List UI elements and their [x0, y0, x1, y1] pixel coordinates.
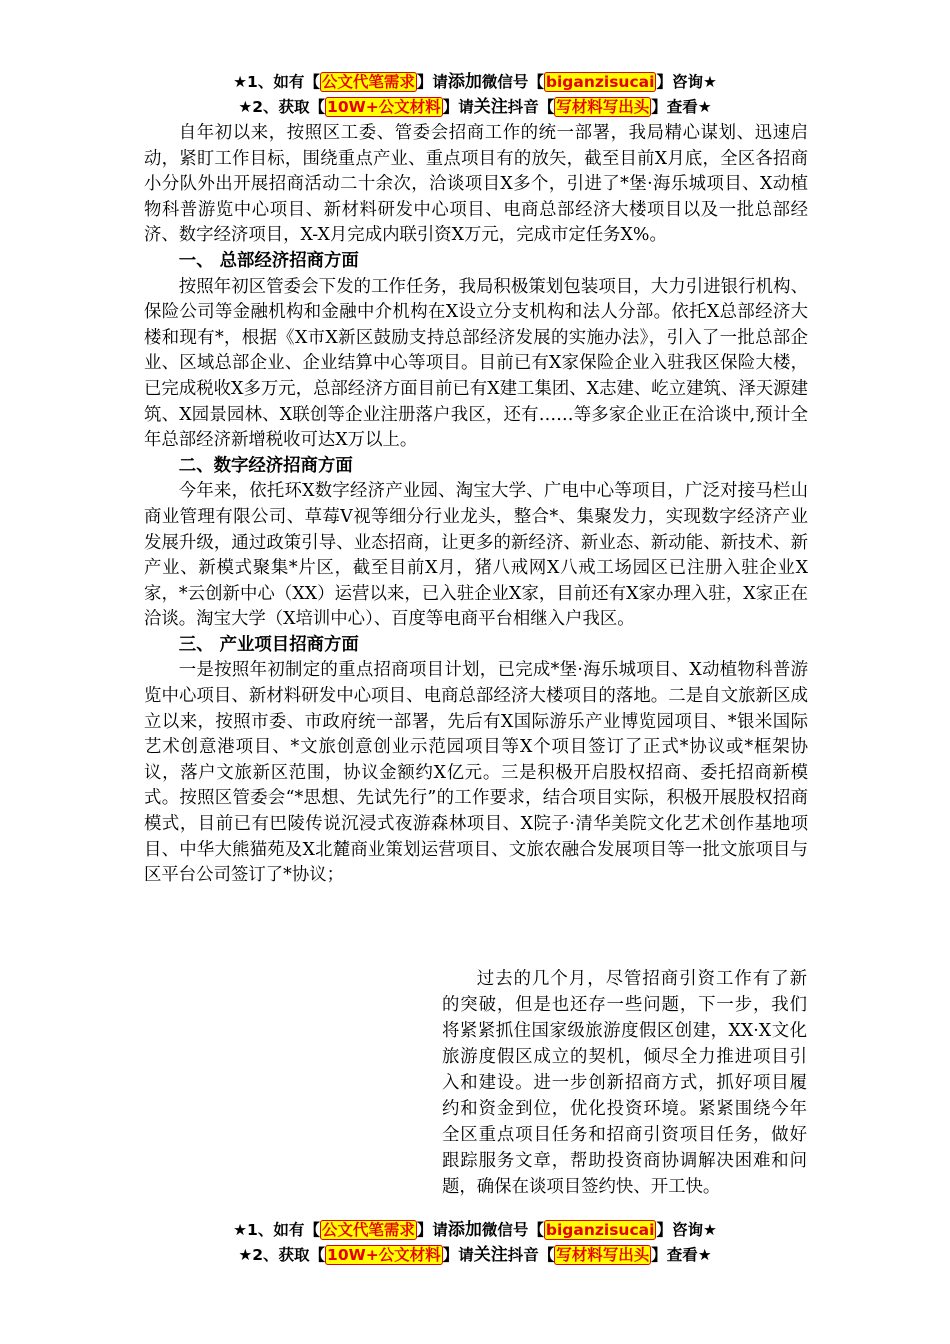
- banner-text: 】咨询★: [656, 73, 717, 91]
- banner-emphasis: 关注: [473, 1245, 508, 1265]
- banner-text: ★2、获取【: [238, 1246, 326, 1264]
- closing-paragraph: 过去的几个月，尽管招商引资工作有了新的突破，但是也还存一些问题，下一步，我们将紧紧抓住国家级旅游度假区创建，XX·X文化旅游度假区成立的契机，倾尽全力推进项目引入和建设。进一步创新招商方式，抓好项目履约和资金到位，优化投资环境。紧紧围绕今年全区重点项目任务和招商引资项目任务，做好跟踪服务文章，帮助投资商协调解决困难和问题，确保在谈项目签约快、开工快。: [442, 969, 807, 1197]
- closing-text-box: [442, 966, 807, 1200]
- banner-emphasis: 添加: [447, 1220, 482, 1240]
- banner-highlight: 公文代笔需求: [321, 73, 415, 91]
- promo-banner-top-line1: [0, 70, 950, 94]
- banner-text: 抖音【: [507, 1246, 555, 1264]
- banner-text: 】查看★: [651, 98, 712, 116]
- banner-text: 抖音【: [507, 98, 555, 116]
- banner-text: ★2、获取【: [238, 98, 326, 116]
- banner-text: 】请: [416, 73, 448, 91]
- banner-douyin-id: 写材料写出头: [556, 1246, 650, 1264]
- banner-text: 微信号【: [481, 73, 544, 91]
- section1-paragraph: 按照年初区管委会下发的工作任务，我局积极策划包装项目，大力引进银行机构、保险公司等金融机构和金融中介机构在X设立分支机构和法人分部。依托X总部经济大楼和现有*，根据《X市X新区鼓励支持总部经济发展的实施办法》，引入了一批总部企业、区域总部企业、企业结算中心等项目。目前已有X家保险企业入驻我区保险大楼，已完成税收X多万元，总部经济方面目前已有X建工集团、X志建、屹立建筑、泽天源建筑、X园景园林、X联创等企业注册落户我区，还有……等多家企业正在洽谈中,预计全年总部经济新增税收可达X万以上。: [144, 276, 808, 451]
- intro-paragraph: 自年初以来，按照区工委、管委会招商工作的统一部署，我局精心谋划、迅速启动，紧盯工作目标，围绕重点产业、重点项目有的放矢，截至目前X月底，全区各招商小分队外出开展招商活动二十余次，洽谈项目X多个，引进了*堡·海乐城项目、X动植物科普游览中心项目、新材料研发中心项目、电商总部经济大楼项目以及一批总部经济、数字经济项目，X-X月完成内联引资X万元，完成市定任务X%。: [144, 123, 808, 246]
- promo-banner-top-line2: [0, 95, 950, 119]
- section2-paragraph: 今年来，依托环X数字经济产业园、淘宝大学、广电中心等项目，广泛对接马栏山商业管理有限公司、草莓V视等细分行业龙头，整合*、集聚发力，实现数字经济产业发展升级，通过政策引导、业态招商，让更多的新经济、新业态、新动能、新技术、新产业、新模式聚集*片区，截至目前X月，猪八戒网X八戒工场园区已注册入驻企业X家，*云创新中心（XX）运营以来，已入驻企业X家，目前还有X家办理入驻，X家正在洽谈。淘宝大学（X培训中心）、百度等电商平台相继入户我区。: [144, 481, 808, 630]
- banner-text: 】查看★: [651, 1246, 712, 1264]
- section2-heading: 二、数字经济招商方面: [178, 455, 353, 476]
- section3-heading: 三、 产业项目招商方面: [178, 634, 359, 655]
- banner-emphasis: 关注: [473, 97, 508, 117]
- banner-text: 】请: [416, 1221, 448, 1239]
- banner-text: 】咨询★: [656, 1221, 717, 1239]
- banner-highlight: 10W+公文材料: [327, 98, 441, 116]
- section3-paragraph: 一是按照年初制定的重点招商项目计划，已完成*堡·海乐城项目、X动植物科普游览中心项目、新材料研发中心项目、电商总部经济大楼项目的落地。二是自文旅新区成立以来，按照市委、市政府统一部署，先后有X国际游乐产业博览园项目、*银米国际艺术创意港项目、*文旅创意创业示范园项目等X个项目签订了正式*协议或*框架协议，落户文旅新区范围，协议金额约X亿元。三是积极开启股权招商、委托招商新模式。按照区管委会“*思想、先试先行”的工作要求，结合项目实际，积极开展股权招商模式，目前已有巴陵传说沉浸式夜游森林项目、X院子·清华美院文化艺术创作基地项目、中华大熊猫苑及X北麓商业策划运营项目、文旅农融合发展项目等一批文旅项目与区平台公司签订了*协议；: [144, 660, 808, 886]
- promo-banner-bottom-line1: [0, 1218, 950, 1242]
- section1-heading: 一、 总部经济招商方面: [178, 250, 359, 271]
- banner-highlight: 10W+公文材料: [327, 1246, 441, 1264]
- banner-highlight: 公文代笔需求: [321, 1221, 415, 1239]
- banner-emphasis: 添加: [447, 72, 482, 92]
- banner-douyin-id: 写材料写出头: [556, 98, 650, 116]
- document-body: [144, 121, 808, 889]
- banner-text: 】请: [442, 1246, 474, 1264]
- banner-text: ★1、如有【: [233, 73, 320, 91]
- banner-wechat-id: biganzisucai: [545, 1221, 655, 1239]
- banner-text: 】请: [442, 98, 474, 116]
- banner-wechat-id: biganzisucai: [545, 73, 655, 91]
- promo-banner-bottom-line2: [0, 1243, 950, 1267]
- banner-text: ★1、如有【: [233, 1221, 320, 1239]
- banner-text: 微信号【: [481, 1221, 544, 1239]
